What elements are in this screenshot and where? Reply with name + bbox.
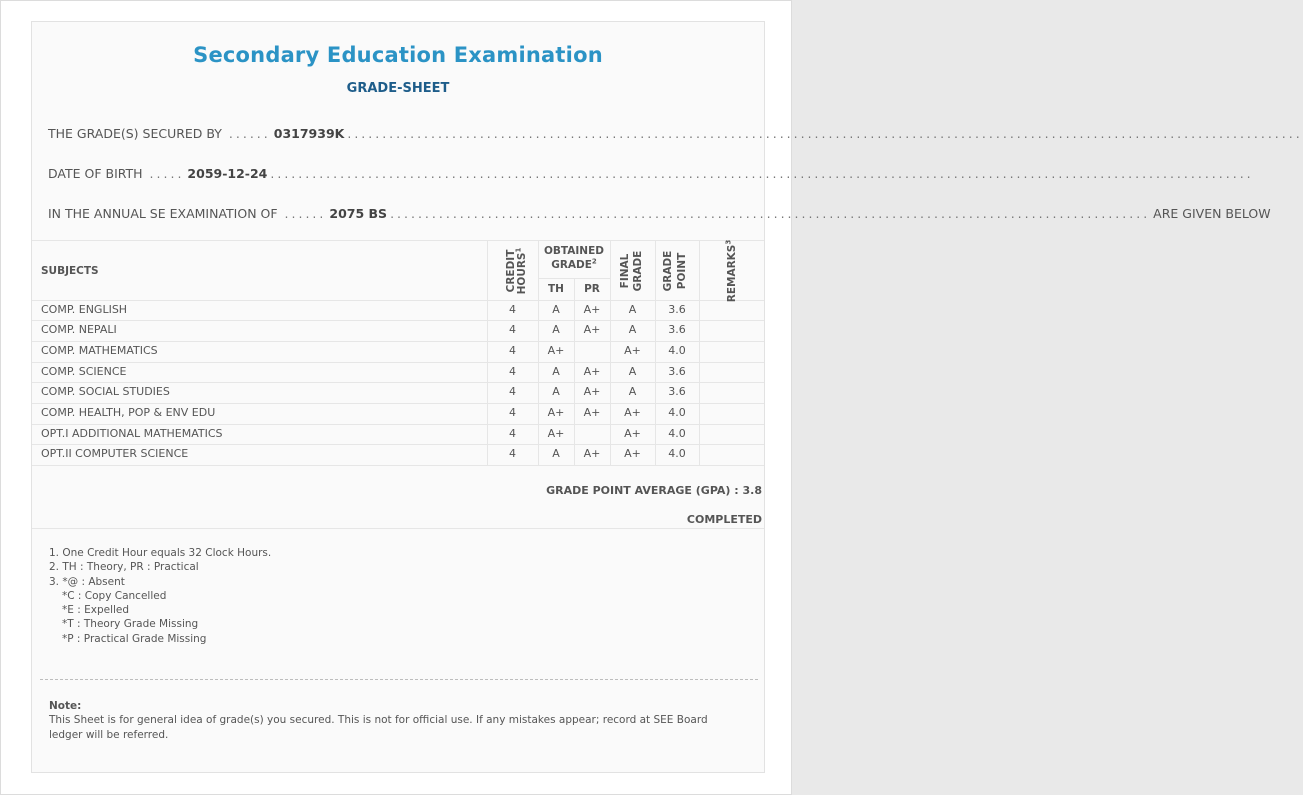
footnote-subitem: *C : Copy Cancelled bbox=[62, 589, 167, 602]
credit-hours: 4 bbox=[509, 303, 516, 316]
grade-point: 4.0 bbox=[668, 447, 686, 460]
subjects-header: SUBJECTS bbox=[41, 265, 99, 277]
remarks bbox=[699, 300, 764, 320]
exam-tail: ARE GIVEN BELOW bbox=[1153, 206, 1271, 221]
th-grade: A+ bbox=[547, 344, 565, 357]
th-header: TH bbox=[548, 283, 564, 295]
grade-point: 4.0 bbox=[668, 427, 686, 440]
exam-year-line bbox=[48, 205, 1271, 221]
pr-grade bbox=[574, 424, 610, 444]
remarks-header: REMARKS$^3$ bbox=[724, 239, 738, 303]
grade-point: 3.6 bbox=[668, 365, 686, 378]
note-title: Note: bbox=[49, 700, 82, 712]
remarks bbox=[699, 320, 764, 340]
pr-grade: A+ bbox=[583, 406, 601, 419]
credit-hours: 4 bbox=[509, 406, 516, 419]
status-badge: COMPLETED bbox=[686, 513, 762, 526]
dot-leader: ...... bbox=[221, 126, 271, 141]
subject-name: OPT.I ADDITIONAL MATHEMATICS bbox=[41, 427, 223, 440]
dob-line bbox=[48, 165, 1254, 181]
credit-hours: 4 bbox=[509, 323, 516, 336]
gpa-summary bbox=[546, 484, 762, 497]
grade-point-header-line2: POINT bbox=[676, 252, 688, 290]
th-grade: A bbox=[552, 385, 560, 398]
grade-point: 3.6 bbox=[668, 323, 686, 336]
final-grade: A bbox=[628, 323, 637, 336]
th-grade: A bbox=[552, 303, 560, 316]
dob-value: 2059-12-24 bbox=[187, 166, 268, 181]
subject-name: COMP. SCIENCE bbox=[41, 365, 127, 378]
credit-hours-header: CREDIT bbox=[505, 249, 517, 293]
dot-leader: ......................................................................................................................................... bbox=[347, 126, 1303, 141]
credit-hours: 4 bbox=[509, 385, 516, 398]
footnotes bbox=[49, 546, 749, 646]
footnote-subitem: *T : Theory Grade Missing bbox=[62, 618, 199, 631]
grade-point: 4.0 bbox=[668, 344, 686, 357]
footnote-item: 1. One Credit Hour equals 32 Clock Hours. bbox=[49, 547, 272, 559]
dot-leader: ..... bbox=[142, 166, 185, 181]
footnote-subitem: *P : Practical Grade Missing bbox=[62, 632, 207, 645]
exam-label: IN THE ANNUAL SE EXAMINATION OF bbox=[48, 206, 278, 221]
th-grade: A bbox=[552, 447, 560, 460]
final-grade: A bbox=[628, 385, 637, 398]
subject-name: COMP. NEPALI bbox=[41, 323, 117, 336]
credit-hours: 4 bbox=[509, 427, 516, 440]
exam-title: Secondary Education Examination bbox=[193, 43, 603, 67]
pr-grade: A+ bbox=[583, 303, 601, 316]
dot-leader: ............................................................................................................. bbox=[390, 206, 1151, 221]
dashed-divider bbox=[40, 679, 758, 680]
remarks bbox=[699, 444, 764, 464]
grade-point: 4.0 bbox=[668, 406, 686, 419]
remarks bbox=[699, 403, 764, 423]
remarks bbox=[699, 341, 764, 361]
grade-table bbox=[32, 240, 764, 465]
final-grade: A+ bbox=[624, 406, 641, 419]
exam-year: 2075 BS bbox=[329, 206, 388, 221]
remarks bbox=[699, 362, 764, 382]
subject-name: OPT.II COMPUTER SCIENCE bbox=[41, 447, 189, 460]
grade-point-header: GRADE bbox=[662, 250, 674, 292]
pr-grade: A+ bbox=[583, 447, 601, 460]
remarks bbox=[699, 382, 764, 402]
pr-grade: A+ bbox=[583, 323, 601, 336]
dot-leader: ............................................................................................................................................. bbox=[270, 166, 1254, 181]
pr-header: PR bbox=[584, 283, 600, 295]
symbol-number: 0317939K bbox=[273, 126, 345, 141]
note-text: This Sheet is for general idea of grade(s) you secured. This is not for official use. If any mistakes appear; record at SEE Board ledger will be referred. bbox=[49, 714, 708, 741]
th-grade: A+ bbox=[547, 406, 565, 419]
pr-grade: A+ bbox=[583, 365, 601, 378]
pr-grade bbox=[574, 341, 610, 361]
grade-sheet-card bbox=[31, 21, 1303, 773]
final-grade: A+ bbox=[624, 427, 641, 440]
final-grade: A+ bbox=[624, 344, 641, 357]
th-grade: A+ bbox=[547, 427, 565, 440]
pr-grade: A+ bbox=[583, 385, 601, 398]
grade-point: 3.6 bbox=[668, 303, 686, 316]
final-grade: A bbox=[628, 303, 637, 316]
credit-hours: 4 bbox=[509, 447, 516, 460]
final-grade: A bbox=[628, 365, 637, 378]
secured-by-line bbox=[48, 125, 1303, 141]
subject-name: COMP. ENGLISH bbox=[41, 303, 128, 316]
final-grade-header-line2: GRADE bbox=[632, 250, 644, 292]
th-grade: A bbox=[552, 323, 560, 336]
grade-point: 3.6 bbox=[668, 385, 686, 398]
subject-name: COMP. HEALTH, POP & ENV EDU bbox=[41, 406, 216, 419]
secured-by-label: THE GRADE(S) SECURED BY bbox=[48, 126, 222, 141]
final-grade-header: FINAL bbox=[619, 253, 631, 289]
credit-hours: 4 bbox=[509, 365, 516, 378]
th-grade: A bbox=[552, 365, 560, 378]
subject-name: COMP. MATHEMATICS bbox=[41, 344, 158, 357]
footnote-item: 2. TH : Theory, PR : Practical bbox=[49, 561, 199, 574]
obtained-grade-header: OBTAINED GRADE$^2$ bbox=[544, 245, 604, 271]
footnote-subitem: *E : Expelled bbox=[62, 604, 130, 617]
remarks bbox=[699, 424, 764, 444]
footnote-item: 3. *@ : Absent bbox=[49, 575, 125, 588]
credit-hours-header-line2: HOURS$^1$ bbox=[514, 247, 528, 295]
credit-hours: 4 bbox=[509, 344, 516, 357]
final-grade: A+ bbox=[624, 447, 641, 460]
divider bbox=[32, 528, 764, 529]
sheet-subtitle: GRADE-SHEET bbox=[346, 81, 450, 96]
dot-leader: ...... bbox=[277, 206, 327, 221]
gpa-label: GRADE POINT AVERAGE (GPA) : bbox=[546, 484, 739, 497]
gpa-value: 3.8 bbox=[742, 484, 762, 497]
dob-label: DATE OF BIRTH bbox=[48, 166, 143, 181]
subject-name: COMP. SOCIAL STUDIES bbox=[41, 385, 170, 398]
